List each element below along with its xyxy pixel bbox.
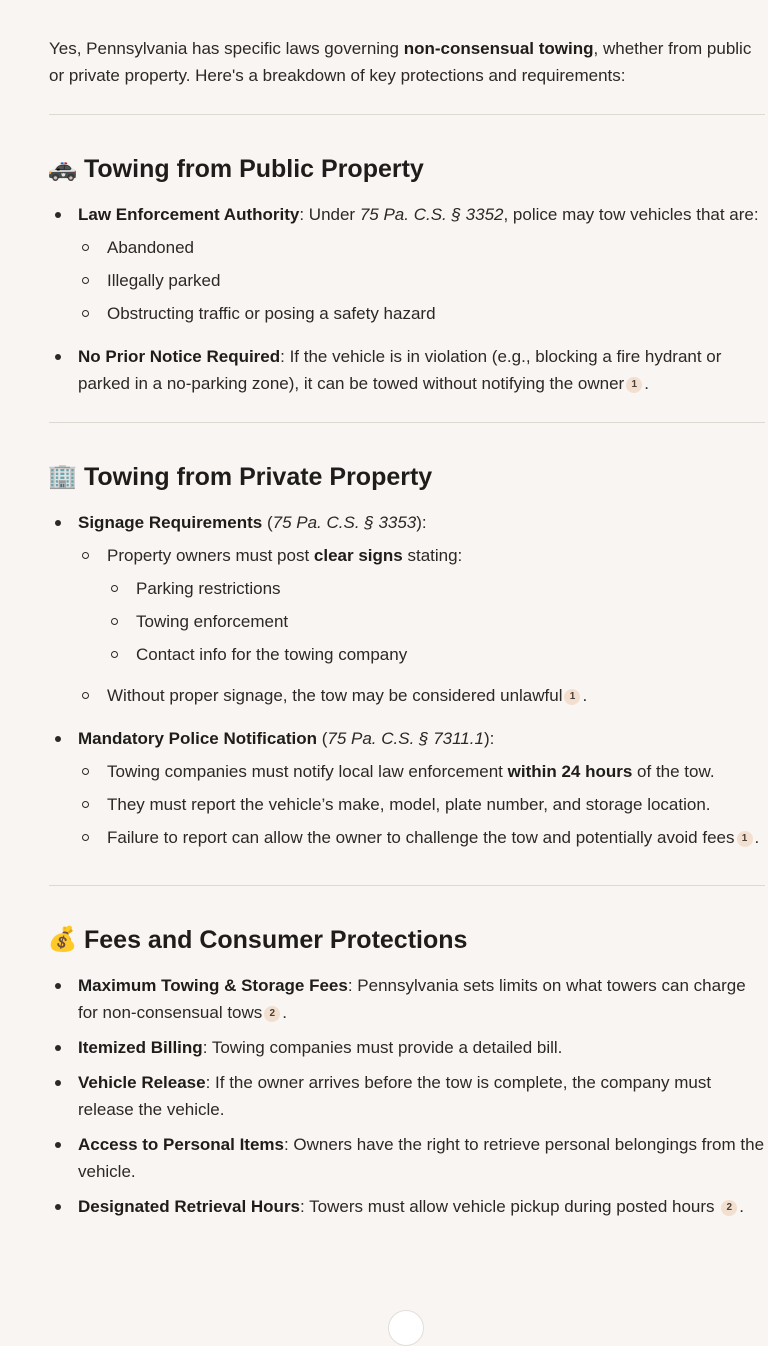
sub-list: [78, 542, 765, 709]
section-title: Towing from Public Property: [84, 155, 424, 183]
sub-list-item: Obstructing traffic or posing a safety hazard: [78, 300, 765, 327]
section-title: Towing from Private Property: [84, 463, 433, 491]
intro-bold: non-consensual towing: [403, 39, 594, 58]
list-item: Mandatory Police Notification (75 Pa. C.S. § 7311.1): Towing companies must notify local law enforcement within 24 hours of the tow. They must report the vehicle’s make, model, plate number, and storage location. Failure to report can allow the owner to challenge the tow and potentially avoid fees 1 .: [49, 725, 765, 851]
divider: [49, 422, 765, 423]
office-building-icon: 🏢: [47, 463, 78, 490]
sub-sub-list-item: Contact info for the towing company: [107, 641, 765, 668]
sub-list-item: Towing companies must notify local law enforcement within 24 hours of the tow.: [78, 758, 765, 785]
citation-badge[interactable]: 1: [564, 689, 580, 705]
list-item: Access to Personal Items: Owners have the right to retrieve personal belongings from the vehicle.: [49, 1131, 765, 1185]
sub-list-item: Abandoned: [78, 234, 765, 261]
intro-text-cont: , whether from public or private property. Here's a breakdown of key protections and requirements:: [49, 39, 752, 85]
sub-list-item: They must report the vehicle’s make, model, plate number, and storage location.: [78, 791, 765, 818]
sub-list-item: Failure to report can allow the owner to challenge the tow and potentially avoid fees 1 .: [78, 824, 765, 851]
scroll-down-button[interactable]: [388, 1310, 424, 1346]
citation-badge[interactable]: 1: [626, 377, 642, 393]
divider: [49, 885, 765, 886]
list-item: Law Enforcement Authority: Under 75 Pa. C.S. § 3352, police may tow vehicles that are: Abandoned Illegally parked Obstructing traffic or posing a safety hazard: [49, 201, 765, 327]
intro-text: Yes, Pennsylvania has specific laws governing: [49, 39, 404, 58]
citation-badge[interactable]: 2: [264, 1006, 280, 1022]
sub-list: [78, 234, 765, 327]
sub-list: [78, 758, 765, 851]
section-heading-public: [49, 153, 765, 185]
list-item: No Prior Notice Required: If the vehicle is in violation (e.g., blocking a fire hydrant or parked in a no-parking zone), it can be towed without notifying the owner 1 .: [49, 343, 765, 397]
sub-sub-list: [107, 575, 765, 668]
sub-sub-list-item: Towing enforcement: [107, 608, 765, 635]
bullet-list: [49, 201, 765, 397]
list-item: Maximum Towing & Storage Fees: Pennsylvania sets limits on what towers can charge for non-consensual tows 2 .: [49, 972, 765, 1026]
bullet-list: [49, 972, 765, 1220]
list-item: Vehicle Release: If the owner arrives before the tow is complete, the company must release the vehicle.: [49, 1069, 765, 1123]
section-heading-fees: [49, 924, 765, 956]
divider: [49, 114, 765, 115]
response-content: [49, 35, 765, 1220]
section-title: Fees and Consumer Protections: [84, 926, 468, 954]
section-heading-private: [49, 461, 765, 493]
sub-list-item: Illegally parked: [78, 267, 765, 294]
list-item: Itemized Billing: Towing companies must provide a detailed bill.: [49, 1034, 765, 1061]
sub-list-item: Property owners must post clear signs stating: Parking restrictions Towing enforcement Contact info for the towing company: [78, 542, 765, 668]
sub-sub-list-item: Parking restrictions: [107, 575, 765, 602]
citation-badge[interactable]: 2: [721, 1200, 737, 1216]
intro-paragraph: [49, 35, 765, 89]
list-item: Signage Requirements (75 Pa. C.S. § 3353): Property owners must post clear signs stating: Parking restrictions Towing enforcement Contact info for the towing company Without proper signage, the tow may be considered unlawful 1 .: [49, 509, 765, 709]
bullet-list: [49, 509, 765, 851]
sub-list-item: Without proper signage, the tow may be considered unlawful 1 .: [78, 682, 765, 709]
list-item: Designated Retrieval Hours: Towers must allow vehicle pickup during posted hours 2 .: [49, 1193, 765, 1220]
money-bag-icon: 💰: [47, 926, 78, 953]
citation-badge[interactable]: 1: [737, 831, 753, 847]
police-car-icon: 🚓: [47, 155, 78, 182]
